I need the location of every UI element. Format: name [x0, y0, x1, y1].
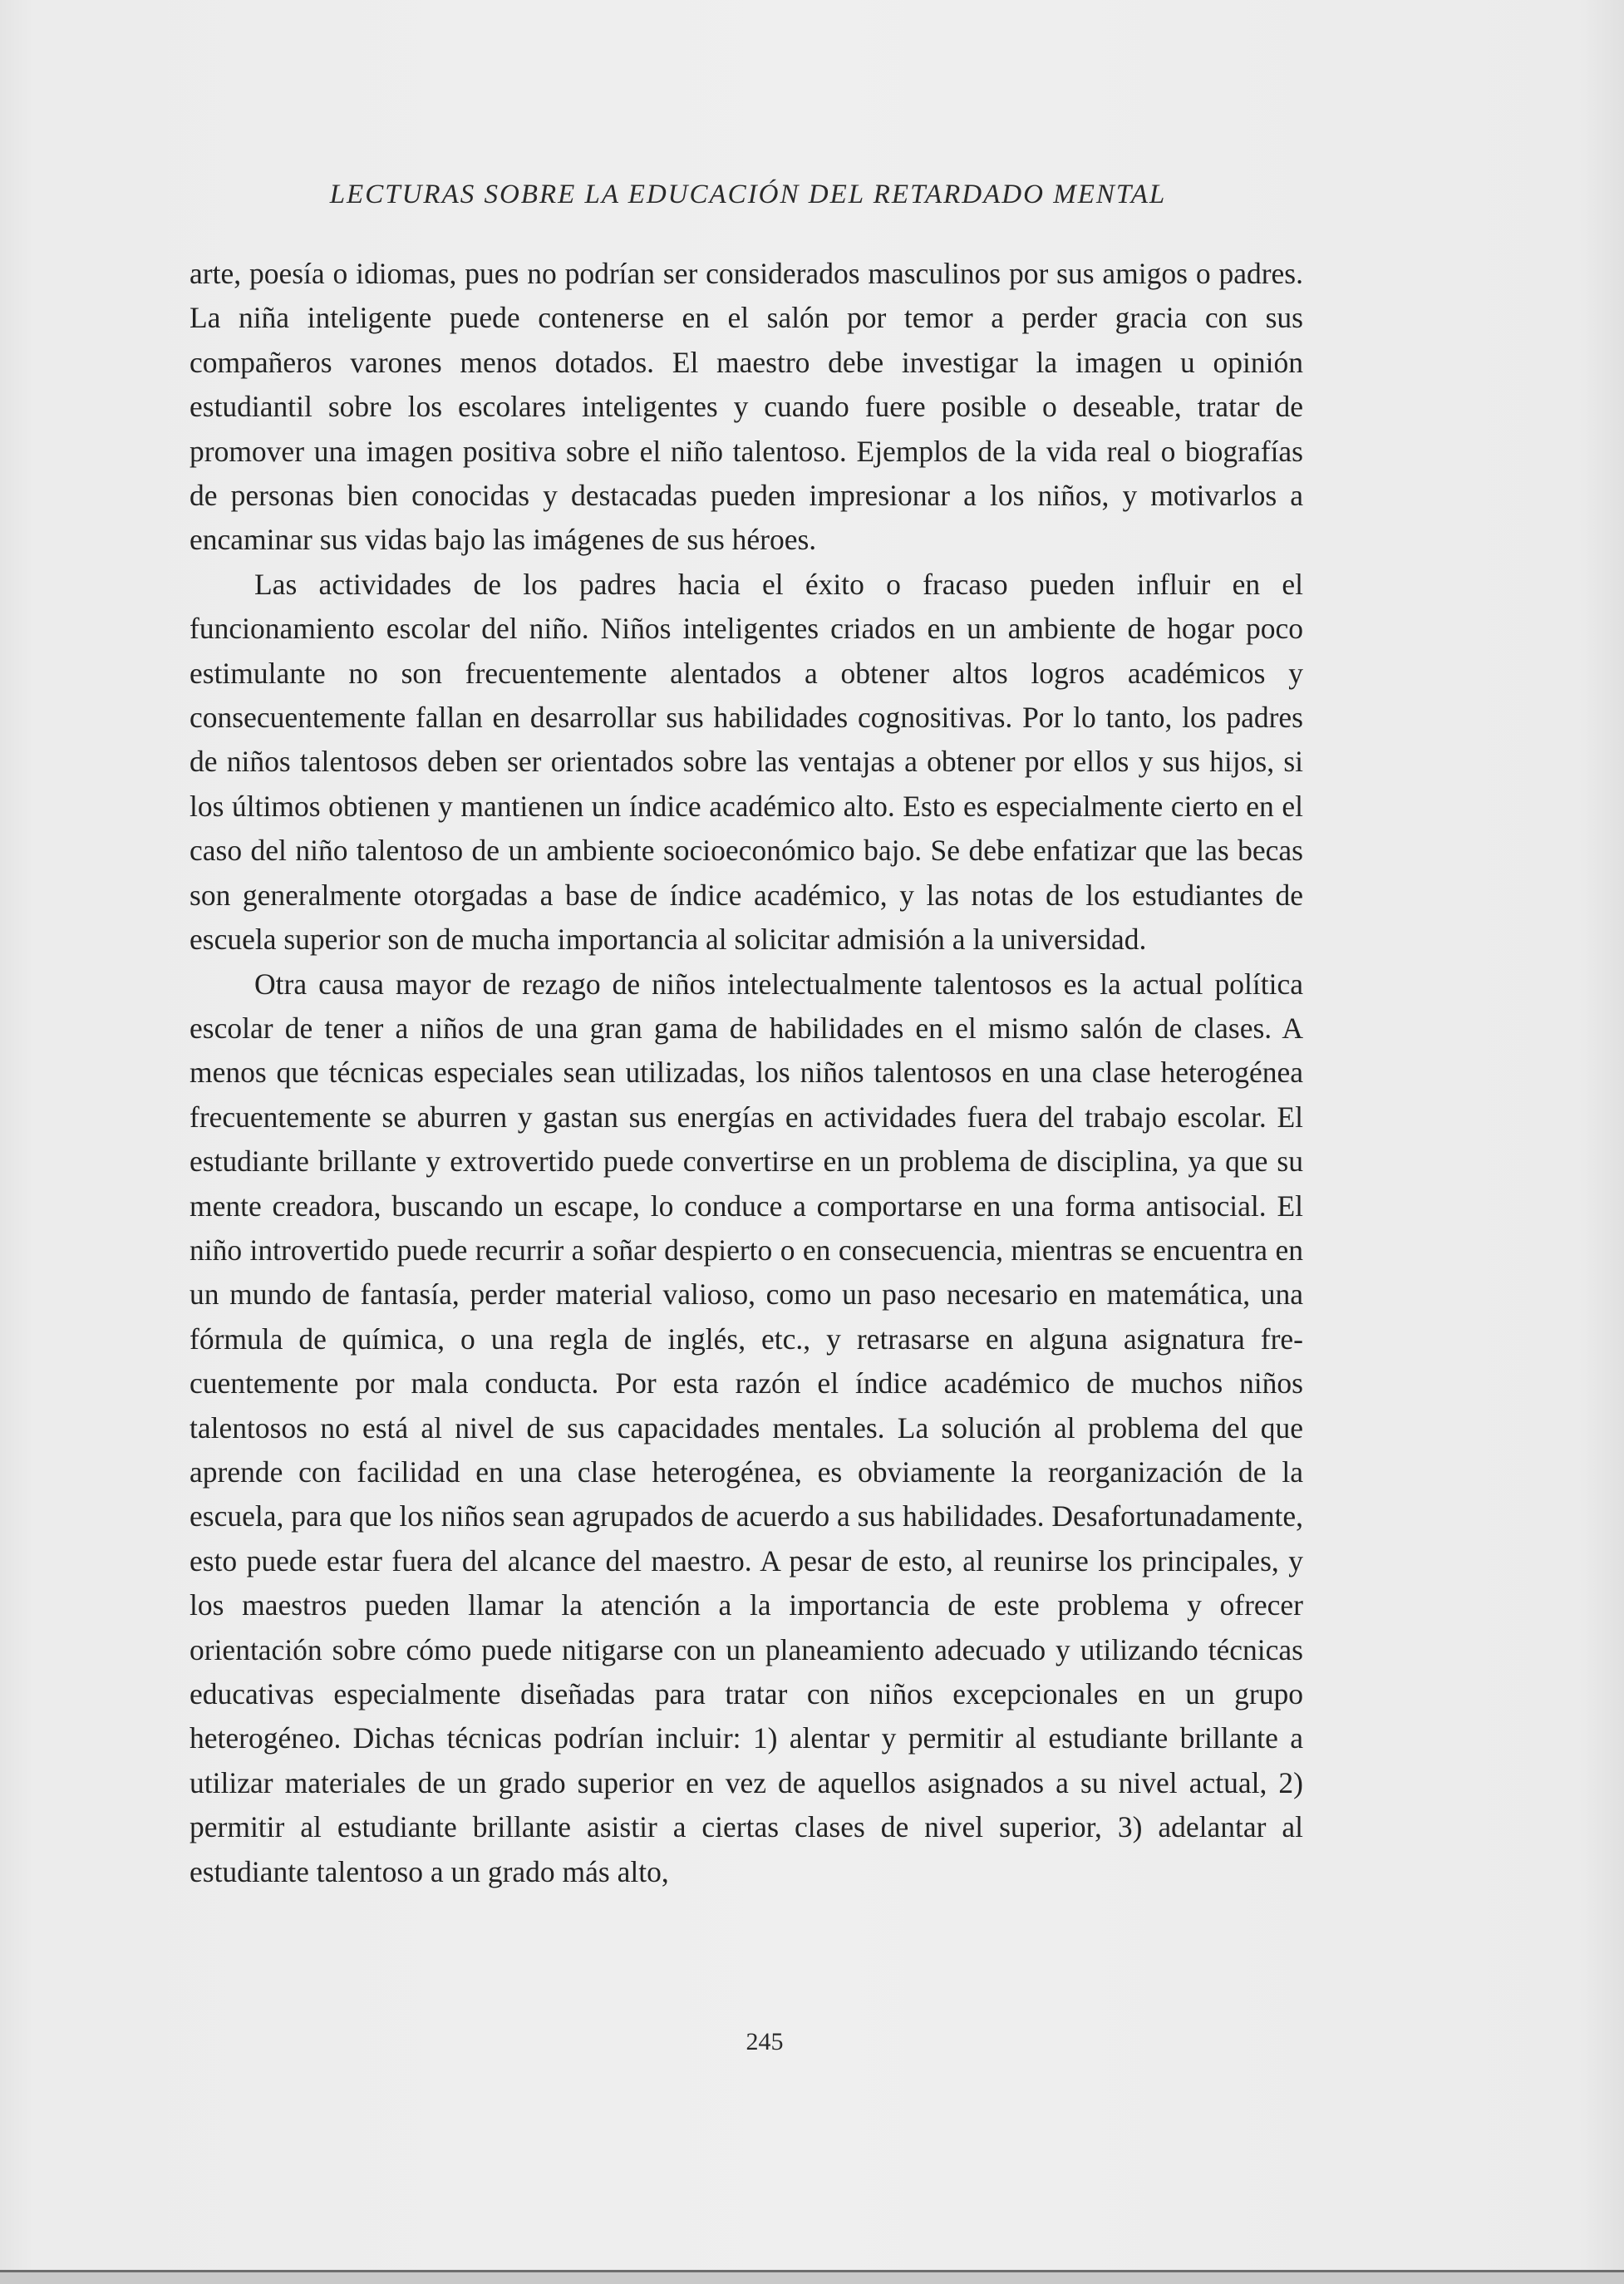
page-bottom-edge [0, 2270, 1624, 2284]
paragraph-1: arte, poesía o idiomas, pues no podrían ser considerados masculinos por sus amigos o padres. La niña inteligente puede contenerse en el salón por temor a perder gracia con sus compañeros varones menos dotados. El maestro debe investigar la imagen u opinión estudiantil sobre los escolares inteligentes y cuando fuere posible o deseable, tratar de promover una imagen positiva sobre el niño talentoso. Ejemplos de la vida real o biografías de personas bien conocidas y destacadas pueden impresionar a los niños, y motivarlos a encaminar sus vidas bajo las imágenes de sus héroes. [189, 257, 1303, 557]
running-head: LECTURAS SOBRE LA EDUCACIÓN DEL RETARDADO MENTAL [329, 180, 1167, 209]
body-text [189, 252, 1303, 1894]
page-number: 245 [746, 2028, 784, 2055]
paragraph-2: Las actividades de los padres hacia el éxito o fracaso pueden influir en el funcionamiento escolar del niño. Niños inteligentes criados en un ambiente de hogar poco estimulante no son frecuentemente alentados a obtener altos logros académicos y consecuentemente fallan en desarrollar sus habilidades cognositivas. Por lo tanto, los padres de niños talentosos deben ser orientados sobre las ventajas a obtener por ellos y sus hijos, si los últimos obtienen y mantienen un índice académico alto. Esto es especialmente cierto en el caso del niño talentoso de un ambiente socioeconómico bajo. Se debe enfatizar que las becas son generalmente otorgadas a base de índice académico, y las notas de los estudiantes de escuela superior son de mucha importancia al solicitar admisión a la universidad. [189, 567, 1303, 957]
paragraph-3: Otra causa mayor de rezago de niños intelectualmente talentosos es la actual política escolar de tener a niños de una gran gama de habilidades en el mismo salón de clases. A menos que técnicas especiales sean utilizadas, los niños talentosos en una clase heterogénea frecuentemente se aburren y gastan sus energías en actividades fuera del trabajo escolar. El estudiante brillante y extrovertido puede convertirse en un problema de disciplina, ya que su mente creadora, buscando un escape, lo conduce a comportarse en una forma antisocial. El niño introvertido puede recurrir a soñar despierto o en consecuencia, mientras se encuentra en un mundo de fantasía, perder material valioso, como un paso necesario en matemática, una fórmula de química, o una regla de inglés, etc., y retrasarse en alguna asignatura frecuentemente por mala conducta. Por esta razón el índice académico de muchos niños talentosos no está al nivel de sus capacidades mentales. La solución al problema del que aprende con facilidad en una clase heterogénea, es obviamente la reorganización de la escuela, para que los niños sean agrupados de acuerdo a sus habilidades. Desafortunadamente, esto puede estar fuera del alcance del maestro. A pesar de esto, al reunirse los principales, y los maestros pueden llamar la atención a la importancia de este problema y ofrecer orientación sobre cómo puede nitigarse con un planeamiento adecuado y utilizando técnicas educativas especialmente diseñadas para tratar con niños excepcionales en un grupo heterogéneo. Dichas técnicas podrían incluir: 1) alentar y permitir al estudiante brillante a utilizar materiales de un grado superior en vez de aquellos asignados a su nivel actual, 2) permitir al estudiante brillante asistir a ciertas clases de nivel superior, 3) adelantar al estudiante talentoso a un grado más alto, [189, 967, 1303, 1888]
